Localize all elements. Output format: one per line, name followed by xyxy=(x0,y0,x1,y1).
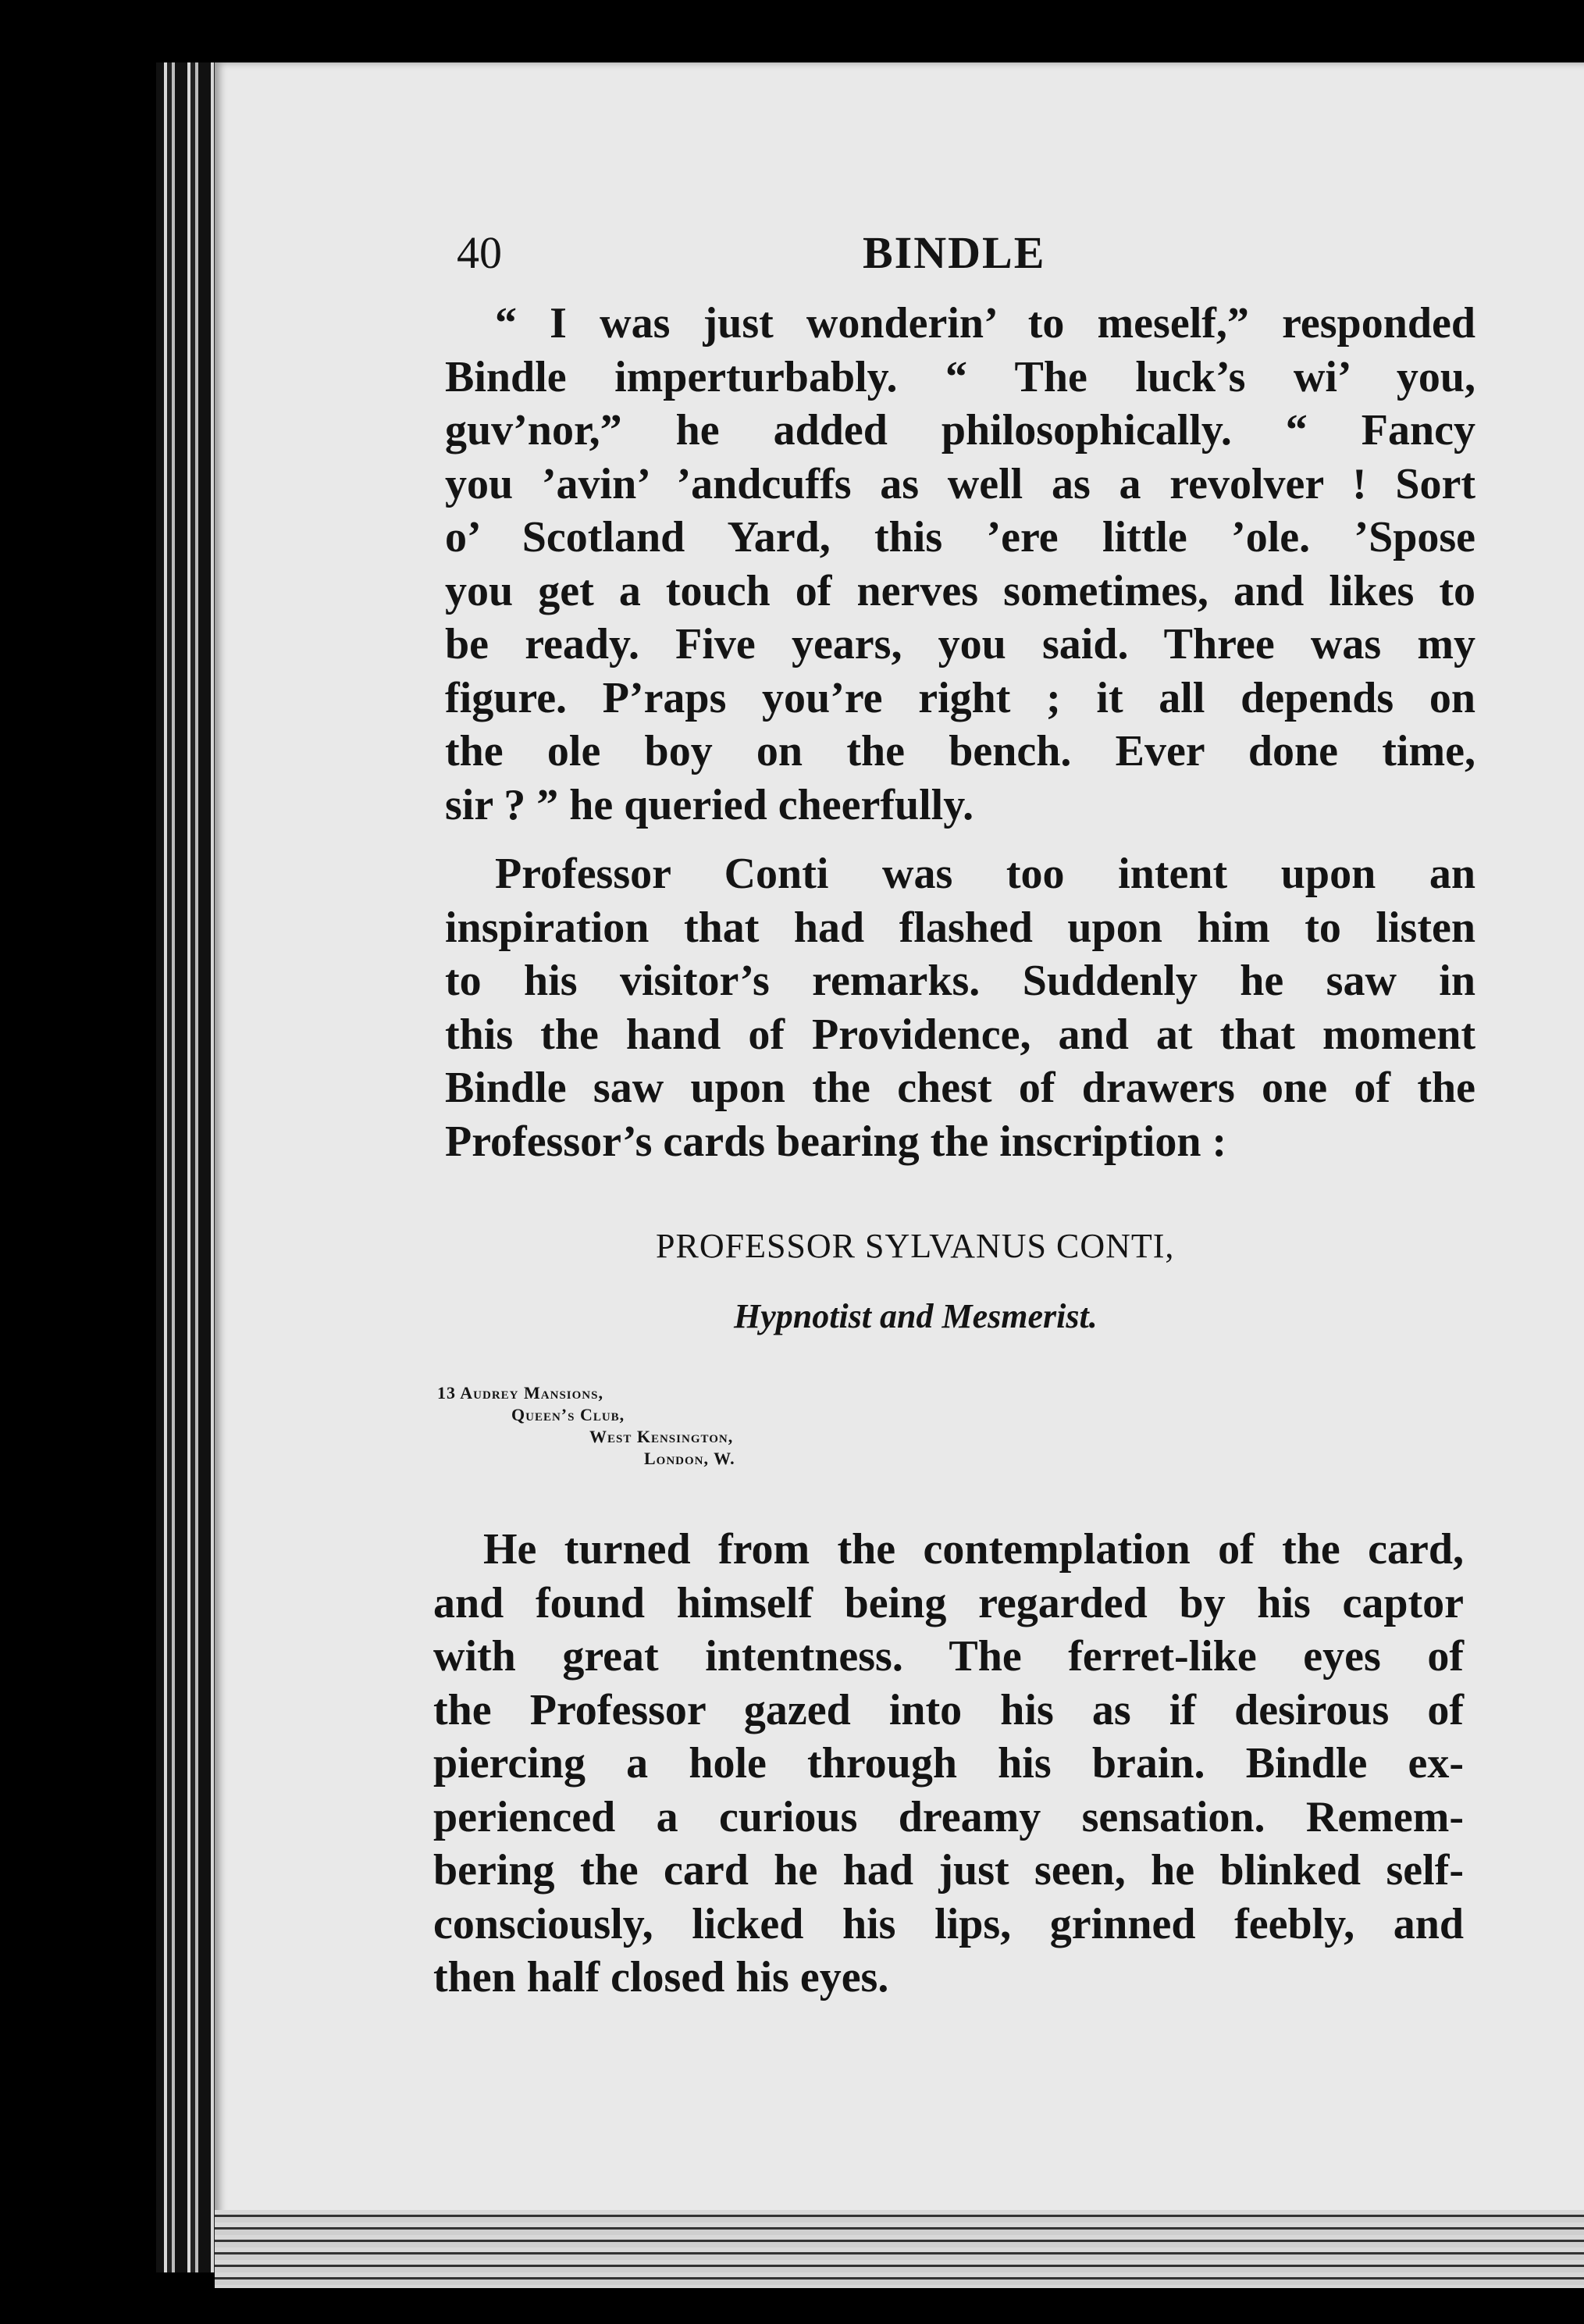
text-line: Professor’s cards bearing the inscription : xyxy=(445,1117,1227,1166)
text-line: inspiration that had flashed upon him to listen xyxy=(445,903,1475,952)
address-line: London, W. xyxy=(644,1449,735,1468)
address-line: West Kensington, xyxy=(589,1427,734,1446)
running-title: BINDLE xyxy=(863,227,1046,278)
text-line: you get a touch of nerves sometimes, and likes to xyxy=(445,566,1475,615)
paragraph-2 xyxy=(445,847,1475,1168)
text-line: guv’nor,” he added philosophically. “ Fancy xyxy=(445,406,1475,454)
address-line: Queen’s Club, xyxy=(511,1405,625,1424)
text-line: and found himself being regarded by his captor xyxy=(433,1578,1464,1627)
text-line: bering the card he had just seen, he blinked self- xyxy=(433,1846,1464,1894)
text-line: Professor Conti was too intent upon an xyxy=(495,850,1475,898)
text-line: “ I was just wonderin’ to meself,” responded xyxy=(495,299,1475,348)
text-line: consciously, licked his lips, grinned feebly, and xyxy=(433,1899,1464,1948)
text-line: perienced a curious dreamy sensation. Remem- xyxy=(433,1792,1464,1841)
page-header xyxy=(457,226,1066,297)
page-bottom-edge xyxy=(215,2210,1584,2288)
address-line: 13 Audrey Mansions, xyxy=(437,1383,603,1403)
text-line: figure. P’raps you’re right ; it all depends on xyxy=(445,673,1475,722)
text-line: to his visitor’s remarks. Suddenly he saw in xyxy=(445,957,1475,1005)
text-line: then half closed his eyes. xyxy=(433,1953,889,2001)
card-name: PROFESSOR SYLVANUS CONTI, xyxy=(656,1227,1175,1265)
text-line: the Professor gazed into his as if desirous of xyxy=(433,1685,1464,1734)
text-line: be ready. Five years, you said. Three was my xyxy=(445,620,1475,668)
text-line: with great intentness. The ferret-like eyes of xyxy=(433,1632,1464,1681)
paragraph-1 xyxy=(445,297,1475,832)
text-line: sir ? ” he queried cheerfully. xyxy=(445,780,974,829)
text-line: you ’avin’ ’andcuffs as well as a revolver ! Sort xyxy=(445,459,1475,508)
business-card xyxy=(437,1226,1452,1484)
text-line: the ole boy on the bench. Ever done time, xyxy=(445,727,1475,775)
card-title: Hypnotist and Mesmerist. xyxy=(734,1297,1098,1335)
text-line: He turned from the contemplation of the card, xyxy=(483,1525,1464,1574)
card-address xyxy=(437,1382,735,1470)
text-line: this the hand of Providence, and at that moment xyxy=(445,1010,1475,1059)
text-line: Bindle saw upon the chest of drawers one of the xyxy=(445,1064,1475,1112)
text-line: piercing a hole through his brain. Bindle ex- xyxy=(433,1739,1464,1788)
paragraph-3 xyxy=(433,1523,1464,2005)
page-number: 40 xyxy=(457,227,502,278)
text-line: Bindle imperturbably. “ The luck’s wi’ you, xyxy=(445,352,1475,401)
text-line: o’ Scotland Yard, this ’ere little ’ole. ’Spose xyxy=(445,513,1475,561)
book-spine-edge xyxy=(156,62,219,2272)
